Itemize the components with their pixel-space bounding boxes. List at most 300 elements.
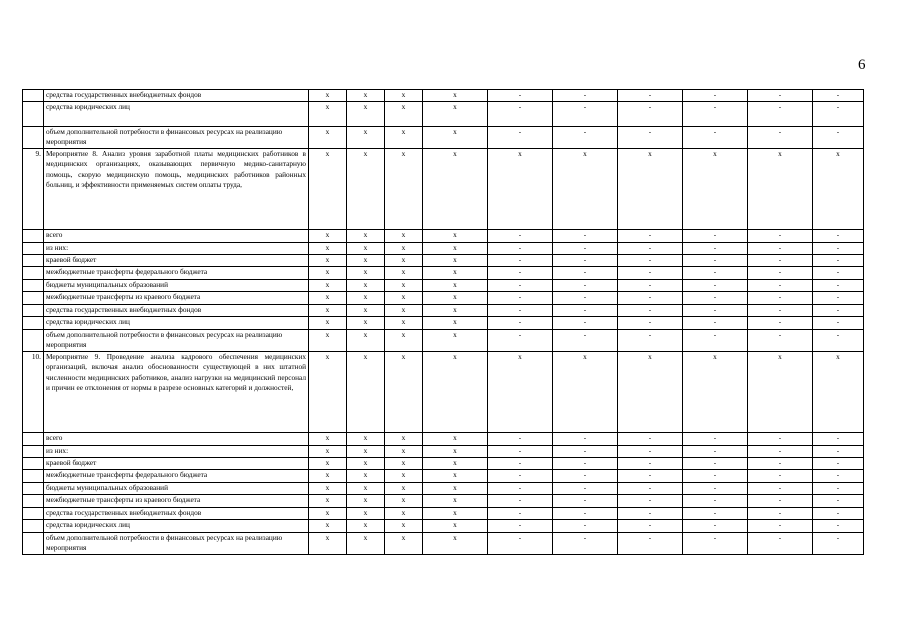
value-cell: x <box>309 482 347 494</box>
value-cell: x <box>347 291 385 304</box>
value-cell: - <box>618 254 683 266</box>
row-number <box>23 254 44 266</box>
value-cell: x <box>309 266 347 279</box>
value-cell: - <box>748 126 813 148</box>
value-cell: x <box>423 482 488 494</box>
value-cell: x <box>309 519 347 532</box>
value-cell: - <box>748 291 813 304</box>
value-cell: - <box>618 90 683 102</box>
value-cell: x <box>347 304 385 316</box>
row-number <box>23 242 44 254</box>
row-label: средства юридических лиц <box>44 519 309 532</box>
value-cell: - <box>553 507 618 519</box>
row-number: 10. <box>23 351 44 432</box>
row-label: средства государственных внебюджетных фондов <box>44 304 309 316</box>
value-cell: - <box>618 242 683 254</box>
value-cell: x <box>423 316 488 329</box>
value-cell: - <box>748 494 813 507</box>
value-cell: x <box>347 316 385 329</box>
row-number <box>23 457 44 469</box>
table-row <box>23 329 864 351</box>
value-cell: - <box>488 242 553 254</box>
value-cell: x <box>488 351 553 432</box>
row-label: объем дополнительной потребности в финансовых ресурсах на реализацию мероприятия <box>44 532 309 554</box>
table-row <box>23 519 864 532</box>
value-cell: - <box>488 432 553 445</box>
value-cell: x <box>385 532 423 554</box>
value-cell: - <box>488 254 553 266</box>
value-cell: - <box>813 291 864 304</box>
value-cell: - <box>683 469 748 482</box>
value-cell: - <box>488 266 553 279</box>
value-cell: - <box>748 279 813 291</box>
value-cell: - <box>488 316 553 329</box>
value-cell: x <box>309 432 347 445</box>
value-cell: x <box>385 445 423 457</box>
value-cell: x <box>347 482 385 494</box>
value-cell: x <box>423 469 488 482</box>
value-cell: x <box>347 126 385 148</box>
value-cell: x <box>423 266 488 279</box>
row-label: бюджеты муниципальных образований <box>44 279 309 291</box>
value-cell: - <box>618 316 683 329</box>
row-label: всего <box>44 432 309 445</box>
value-cell: - <box>748 266 813 279</box>
value-cell: - <box>553 242 618 254</box>
value-cell: x <box>347 351 385 432</box>
value-cell: - <box>683 507 748 519</box>
value-cell: - <box>813 126 864 148</box>
row-number <box>23 445 44 457</box>
value-cell: x <box>385 469 423 482</box>
value-cell: x <box>309 532 347 554</box>
row-number <box>23 279 44 291</box>
value-cell: x <box>423 351 488 432</box>
value-cell: - <box>813 266 864 279</box>
table-row <box>23 507 864 519</box>
value-cell: x <box>347 469 385 482</box>
value-cell: - <box>553 126 618 148</box>
value-cell: - <box>618 291 683 304</box>
value-cell: - <box>748 254 813 266</box>
row-number <box>23 494 44 507</box>
row-label: межбюджетные трансферты федерального бюджета <box>44 266 309 279</box>
value-cell: x <box>385 494 423 507</box>
value-cell: - <box>813 316 864 329</box>
row-number <box>23 291 44 304</box>
value-cell: x <box>347 519 385 532</box>
value-cell: - <box>488 457 553 469</box>
value-cell: x <box>618 351 683 432</box>
value-cell: - <box>618 279 683 291</box>
value-cell: x <box>748 351 813 432</box>
value-cell: - <box>488 126 553 148</box>
value-cell: x <box>309 494 347 507</box>
table-row <box>23 229 864 242</box>
value-cell: - <box>748 316 813 329</box>
value-cell: x <box>385 507 423 519</box>
table-row <box>23 532 864 554</box>
value-cell: - <box>683 126 748 148</box>
value-cell: x <box>385 519 423 532</box>
value-cell: x <box>423 279 488 291</box>
value-cell: x <box>309 329 347 351</box>
value-cell: x <box>423 432 488 445</box>
table-row <box>23 457 864 469</box>
value-cell: - <box>748 445 813 457</box>
value-cell: x <box>309 254 347 266</box>
value-cell: x <box>385 351 423 432</box>
value-cell: - <box>748 432 813 445</box>
value-cell: x <box>309 229 347 242</box>
value-cell: - <box>748 482 813 494</box>
value-cell: x <box>347 148 385 229</box>
value-cell: x <box>347 507 385 519</box>
table-row <box>23 445 864 457</box>
value-cell: - <box>618 229 683 242</box>
value-cell: x <box>385 457 423 469</box>
value-cell: - <box>553 90 618 102</box>
value-cell: - <box>683 482 748 494</box>
value-cell: - <box>618 329 683 351</box>
value-cell: - <box>488 291 553 304</box>
value-cell: x <box>423 101 488 126</box>
row-label: межбюджетные трансферты из краевого бюджета <box>44 291 309 304</box>
value-cell: x <box>385 291 423 304</box>
value-cell: - <box>813 329 864 351</box>
value-cell: x <box>309 304 347 316</box>
value-cell: x <box>423 494 488 507</box>
value-cell: - <box>813 242 864 254</box>
value-cell: - <box>488 445 553 457</box>
value-cell: - <box>618 266 683 279</box>
row-number <box>23 519 44 532</box>
value-cell: x <box>347 229 385 242</box>
value-cell: - <box>488 101 553 126</box>
row-label: Мероприятие 8. Анализ уровня заработной платы медицинских работников в медицинских организациях, оказывающих первичную медико-санитарную помощь, скорую медицинскую помощь, медицинских работников районных больниц, и эффективности применяемых систем оплаты труда, <box>44 148 309 229</box>
value-cell: - <box>683 254 748 266</box>
value-cell: - <box>748 457 813 469</box>
row-label: межбюджетные трансферты федерального бюджета <box>44 469 309 482</box>
value-cell: - <box>618 519 683 532</box>
value-cell: - <box>618 457 683 469</box>
table-row <box>23 432 864 445</box>
value-cell: x <box>385 316 423 329</box>
value-cell: - <box>553 432 618 445</box>
value-cell: - <box>618 532 683 554</box>
value-cell: x <box>423 507 488 519</box>
row-number <box>23 101 44 126</box>
value-cell: - <box>683 304 748 316</box>
value-cell: x <box>347 242 385 254</box>
row-number <box>23 304 44 316</box>
value-cell: - <box>813 279 864 291</box>
value-cell: x <box>813 351 864 432</box>
value-cell: - <box>553 316 618 329</box>
value-cell: - <box>553 494 618 507</box>
value-cell: - <box>813 304 864 316</box>
value-cell: - <box>488 494 553 507</box>
row-label: из них: <box>44 242 309 254</box>
value-cell: x <box>385 126 423 148</box>
value-cell: - <box>618 432 683 445</box>
value-cell: x <box>385 148 423 229</box>
value-cell: x <box>347 279 385 291</box>
value-cell: - <box>553 279 618 291</box>
table-row <box>23 469 864 482</box>
value-cell: x <box>347 90 385 102</box>
value-cell: x <box>385 266 423 279</box>
value-cell: - <box>553 266 618 279</box>
value-cell: - <box>553 457 618 469</box>
value-cell: - <box>683 90 748 102</box>
value-cell: x <box>347 101 385 126</box>
row-number <box>23 532 44 554</box>
value-cell: - <box>813 469 864 482</box>
value-cell: - <box>813 457 864 469</box>
page-number: 6 <box>858 57 866 73</box>
value-cell: - <box>488 469 553 482</box>
value-cell: - <box>553 469 618 482</box>
value-cell: - <box>553 532 618 554</box>
table-row <box>23 254 864 266</box>
value-cell: - <box>553 254 618 266</box>
row-label: межбюджетные трансферты из краевого бюджета <box>44 494 309 507</box>
table-row <box>23 304 864 316</box>
value-cell: x <box>423 148 488 229</box>
value-cell: - <box>488 329 553 351</box>
value-cell: - <box>488 304 553 316</box>
value-cell: x <box>347 457 385 469</box>
value-cell: x <box>309 90 347 102</box>
value-cell: x <box>385 482 423 494</box>
value-cell: x <box>423 532 488 554</box>
table-row <box>23 101 864 126</box>
value-cell: x <box>813 148 864 229</box>
value-cell: - <box>683 266 748 279</box>
row-number: 9. <box>23 148 44 229</box>
value-cell: x <box>309 457 347 469</box>
table-row <box>23 482 864 494</box>
value-cell: - <box>683 316 748 329</box>
value-cell: x <box>385 101 423 126</box>
row-label: из них: <box>44 445 309 457</box>
value-cell: x <box>423 457 488 469</box>
row-label: объем дополнительной потребности в финансовых ресурсах на реализацию мероприятия <box>44 329 309 351</box>
value-cell: - <box>748 90 813 102</box>
value-cell: - <box>618 126 683 148</box>
value-cell: - <box>618 304 683 316</box>
value-cell: x <box>385 329 423 351</box>
table-body <box>23 90 864 555</box>
row-number <box>23 316 44 329</box>
value-cell: - <box>683 445 748 457</box>
value-cell: x <box>309 101 347 126</box>
value-cell: - <box>553 519 618 532</box>
row-number <box>23 432 44 445</box>
value-cell: - <box>618 469 683 482</box>
value-cell: x <box>347 329 385 351</box>
value-cell: - <box>618 494 683 507</box>
value-cell: - <box>553 229 618 242</box>
value-cell: x <box>423 242 488 254</box>
value-cell: x <box>683 148 748 229</box>
value-cell: x <box>423 519 488 532</box>
value-cell: - <box>748 242 813 254</box>
row-label: бюджеты муниципальных образований <box>44 482 309 494</box>
row-label: краевой бюджет <box>44 254 309 266</box>
value-cell: - <box>618 482 683 494</box>
financing-table <box>22 89 864 555</box>
row-label: средства государственных внебюджетных фондов <box>44 90 309 102</box>
value-cell: x <box>347 266 385 279</box>
value-cell: - <box>683 242 748 254</box>
row-number <box>23 507 44 519</box>
row-label: средства юридических лиц <box>44 101 309 126</box>
value-cell: x <box>347 445 385 457</box>
value-cell: - <box>553 329 618 351</box>
value-cell: x <box>309 242 347 254</box>
value-cell: - <box>488 482 553 494</box>
value-cell: x <box>423 90 488 102</box>
value-cell: - <box>748 519 813 532</box>
table-row <box>23 126 864 148</box>
row-number <box>23 126 44 148</box>
value-cell: - <box>683 532 748 554</box>
value-cell: x <box>423 445 488 457</box>
value-cell: - <box>553 304 618 316</box>
value-cell: - <box>813 90 864 102</box>
value-cell: x <box>423 229 488 242</box>
value-cell: x <box>385 242 423 254</box>
row-label: всего <box>44 229 309 242</box>
value-cell: x <box>385 229 423 242</box>
row-label: Мероприятие 9. Проведение анализа кадрового обеспечения медицинских организаций, включая анализ обоснованности существующей в них штатной численности медицинских работников, анализ нагрузки на медицинский персонал и причин ее отклонения от нормы в разрезе основных категорий и должностей, <box>44 351 309 432</box>
value-cell: - <box>748 532 813 554</box>
value-cell: x <box>385 254 423 266</box>
value-cell: - <box>813 254 864 266</box>
value-cell: - <box>748 304 813 316</box>
value-cell: - <box>683 229 748 242</box>
value-cell: x <box>347 432 385 445</box>
row-number <box>23 329 44 351</box>
value-cell: - <box>488 279 553 291</box>
value-cell: - <box>488 229 553 242</box>
value-cell: - <box>748 329 813 351</box>
value-cell: - <box>488 90 553 102</box>
row-label: средства юридических лиц <box>44 316 309 329</box>
table-row <box>23 279 864 291</box>
value-cell: - <box>553 101 618 126</box>
value-cell: - <box>683 494 748 507</box>
value-cell: - <box>683 432 748 445</box>
value-cell: - <box>748 469 813 482</box>
value-cell: x <box>385 432 423 445</box>
table-row <box>23 242 864 254</box>
row-number <box>23 229 44 242</box>
value-cell: x <box>347 254 385 266</box>
value-cell: x <box>347 494 385 507</box>
row-number <box>23 469 44 482</box>
table-row <box>23 291 864 304</box>
value-cell: - <box>813 494 864 507</box>
value-cell: - <box>813 507 864 519</box>
value-cell: x <box>748 148 813 229</box>
value-cell: x <box>385 304 423 316</box>
value-cell: - <box>488 519 553 532</box>
value-cell: - <box>683 457 748 469</box>
value-cell: - <box>488 507 553 519</box>
value-cell: - <box>813 432 864 445</box>
row-label: объем дополнительной потребности в финансовых ресурсах на реализацию мероприятия <box>44 126 309 148</box>
value-cell: - <box>748 507 813 519</box>
value-cell: - <box>488 532 553 554</box>
value-cell: - <box>683 291 748 304</box>
value-cell: x <box>309 291 347 304</box>
value-cell: x <box>309 126 347 148</box>
value-cell: - <box>813 229 864 242</box>
value-cell: - <box>813 532 864 554</box>
value-cell: x <box>309 507 347 519</box>
value-cell: - <box>618 445 683 457</box>
value-cell: - <box>683 101 748 126</box>
table-row <box>23 148 864 229</box>
value-cell: - <box>748 229 813 242</box>
row-label: краевой бюджет <box>44 457 309 469</box>
row-label: средства государственных внебюджетных фондов <box>44 507 309 519</box>
value-cell: x <box>309 351 347 432</box>
value-cell: x <box>309 279 347 291</box>
value-cell: x <box>618 148 683 229</box>
value-cell: - <box>683 279 748 291</box>
value-cell: - <box>748 101 813 126</box>
value-cell: - <box>553 445 618 457</box>
value-cell: x <box>423 126 488 148</box>
row-number <box>23 266 44 279</box>
value-cell: - <box>683 519 748 532</box>
value-cell: x <box>385 90 423 102</box>
table-row <box>23 266 864 279</box>
table-row <box>23 90 864 102</box>
value-cell: - <box>813 101 864 126</box>
value-cell: - <box>618 101 683 126</box>
value-cell: - <box>813 445 864 457</box>
value-cell: x <box>309 469 347 482</box>
table-row <box>23 494 864 507</box>
value-cell: x <box>309 316 347 329</box>
table-row <box>23 351 864 432</box>
value-cell: - <box>553 291 618 304</box>
value-cell: - <box>618 507 683 519</box>
value-cell: x <box>385 279 423 291</box>
value-cell: x <box>309 445 347 457</box>
value-cell: - <box>553 482 618 494</box>
value-cell: x <box>309 148 347 229</box>
value-cell: - <box>683 329 748 351</box>
value-cell: x <box>423 254 488 266</box>
value-cell: x <box>683 351 748 432</box>
row-number <box>23 90 44 102</box>
value-cell: x <box>423 291 488 304</box>
value-cell: - <box>813 482 864 494</box>
table-row <box>23 316 864 329</box>
value-cell: x <box>423 304 488 316</box>
value-cell: x <box>553 351 618 432</box>
value-cell: x <box>423 329 488 351</box>
value-cell: x <box>347 532 385 554</box>
value-cell: - <box>813 519 864 532</box>
row-number <box>23 482 44 494</box>
